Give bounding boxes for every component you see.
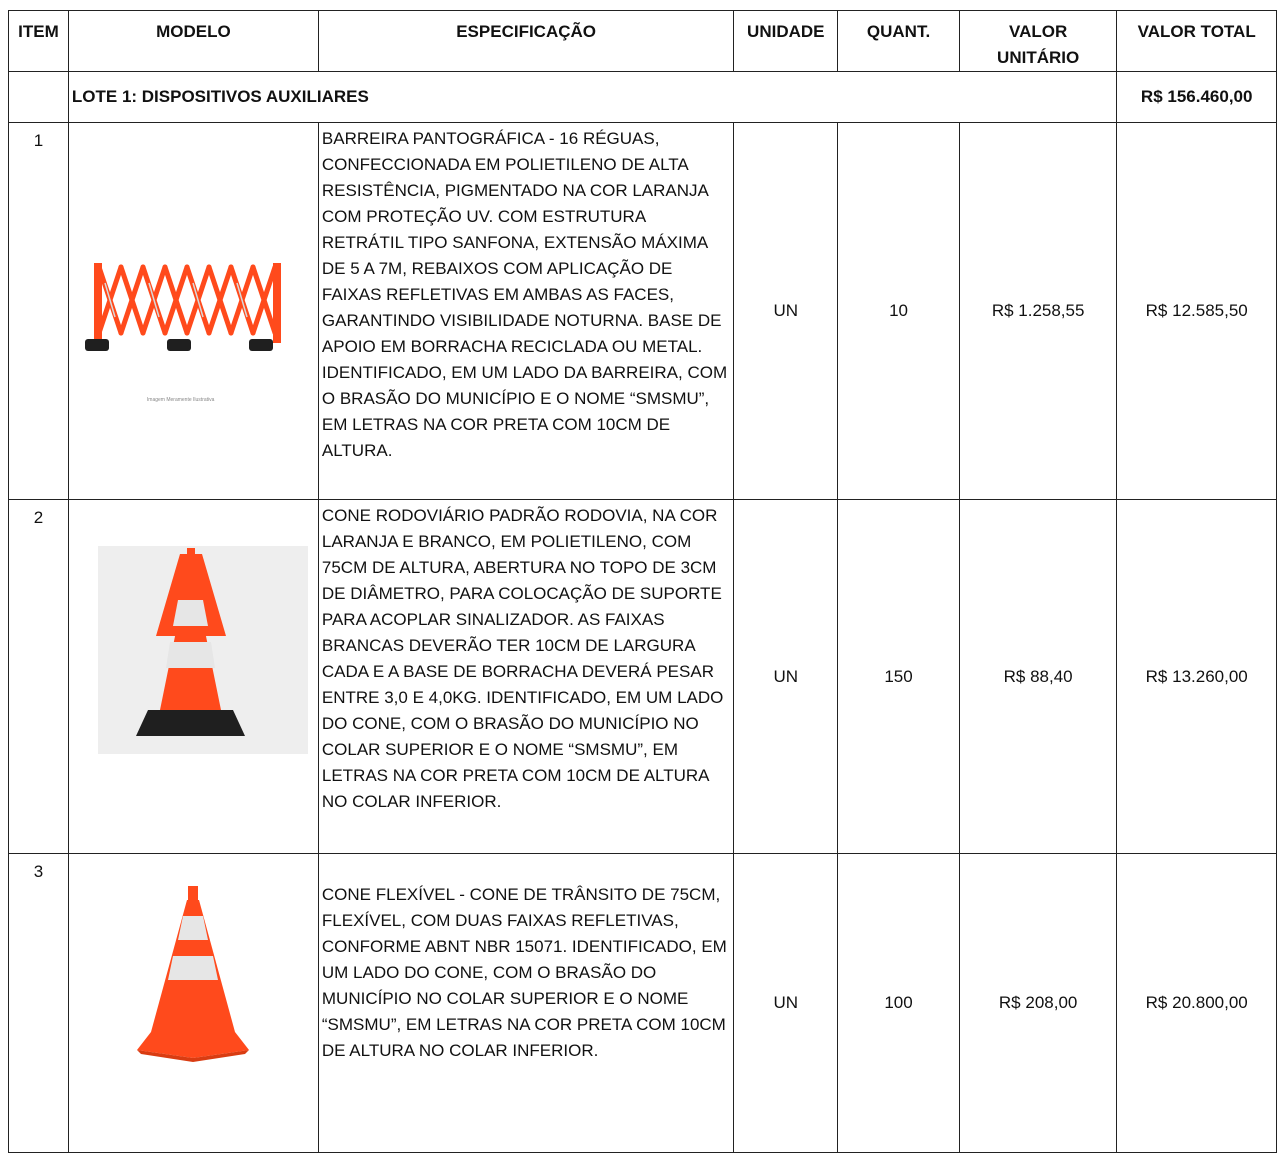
spec-text: CONE RODOVIÁRIO PADRÃO RODOVIA, NA COR LARANJA E BRANCO, EM POLIETILENO, COM 75CM DE ALTURA, ABERTURA NO TOPO DE 3CM DE DIÂMETRO, PARA COLOCAÇÃO DE SUPORTE PARA ACOPLAR SINALIZADOR. AS FAIXAS BRANCAS DEVERÃO TER 10CM DE LARGURA CADA E A BASE DE BORRACHA DEVERÁ PESAR ENTRE 3,0 E 4,0KG. IDENTIFICADO, EM UM LADO DO CONE, COM O BRASÃO DO MUNICÍPIO NO COLAR SUPERIOR E O NOME “SMSMU”, EM LETRAS NA COR PRETA COM 10CM DE ALTURA NO COLAR INFERIOR. [318, 500, 733, 854]
valor-total-value: R$ 13.260,00 [1117, 500, 1277, 854]
spec-text: CONE FLEXÍVEL - CONE DE TRÂNSITO DE 75CM, FLEXÍVEL, COM DUAS FAIXAS REFLETIVAS, CONFORME ABNT NBR 15071. IDENTIFICADO, EM UM LADO DO CONE, COM O BRASÃO DO MUNICÍPIO NO COLAR SUPERIOR E O NOME “SMSMU”, EM LETRAS NA COR PRETA COM 10CM DE ALTURA NO COLAR INFERIOR. [318, 854, 733, 1153]
traffic-cone-icon [69, 500, 318, 845]
quant-value: 100 [838, 854, 960, 1153]
item-number: 3 [9, 854, 69, 1153]
table-row [9, 123, 1277, 500]
model-cell [68, 854, 318, 1153]
model-cell [68, 500, 318, 854]
quant-value: 10 [838, 123, 960, 500]
header-modelo: MODELO [68, 11, 318, 72]
header-quant: QUANT. [838, 11, 960, 72]
flexible-cone-icon [69, 854, 318, 1124]
lote-total: R$ 156.460,00 [1117, 72, 1277, 123]
header-unidade: UNIDADE [734, 11, 838, 72]
header-valor-unitario-line2: UNITÁRIO [997, 48, 1080, 67]
valor-total-value: R$ 12.585,50 [1117, 123, 1277, 500]
table-row [9, 500, 1277, 854]
valor-unitario-value: R$ 208,00 [959, 854, 1117, 1153]
pantograph-barrier-icon [69, 123, 318, 491]
table-row [9, 854, 1277, 1153]
model-cell [68, 123, 318, 500]
unidade-value: UN [734, 500, 838, 854]
header-especificacao: ESPECIFICAÇÃO [318, 11, 733, 72]
lote-row [9, 72, 1277, 123]
unidade-value: UN [734, 123, 838, 500]
header-valor-total: VALOR TOTAL [1117, 11, 1277, 72]
header-valor-unitario [959, 11, 1117, 72]
spec-text: BARREIRA PANTOGRÁFICA - 16 RÉGUAS, CONFECCIONADA EM POLIETILENO DE ALTA RESISTÊNCIA, PIGMENTADO NA COR LARANJA COM PROTEÇÃO UV. COM ESTRUTURA RETRÁTIL TIPO SANFONA, EXTENSÃO MÁXIMA DE 5 A 7M, REBAIXOS COM APLICAÇÃO DE FAIXAS REFLETIVAS EM AMBAS AS FACES, GARANTINDO VISIBILIDADE NOTURNA. BASE DE APOIO EM BORRACHA RECICLADA OU METAL. IDENTIFICADO, EM UM LADO DA BARREIRA, COM O BRASÃO DO MUNICÍPIO E O NOME “SMSMU”, EM LETRAS NA COR PRETA COM 10CM DE ALTURA. [318, 123, 733, 500]
item-number: 2 [9, 500, 69, 854]
header-row [9, 11, 1277, 72]
valor-unitario-value: R$ 1.258,55 [959, 123, 1117, 500]
lote-label: LOTE 1: DISPOSITIVOS AUXILIARES [68, 72, 1117, 123]
unidade-value: UN [734, 854, 838, 1153]
valor-unitario-value: R$ 88,40 [959, 500, 1117, 854]
header-valor-unitario-line1: VALOR [1009, 22, 1068, 41]
item-number: 1 [9, 123, 69, 500]
header-item: ITEM [9, 11, 69, 72]
lote-empty-cell [9, 72, 69, 123]
quant-value: 150 [838, 500, 960, 854]
price-table [8, 10, 1277, 1153]
image-caption: Imagem Meramente Ilustrativa [146, 397, 215, 403]
valor-total-value: R$ 20.800,00 [1117, 854, 1277, 1153]
